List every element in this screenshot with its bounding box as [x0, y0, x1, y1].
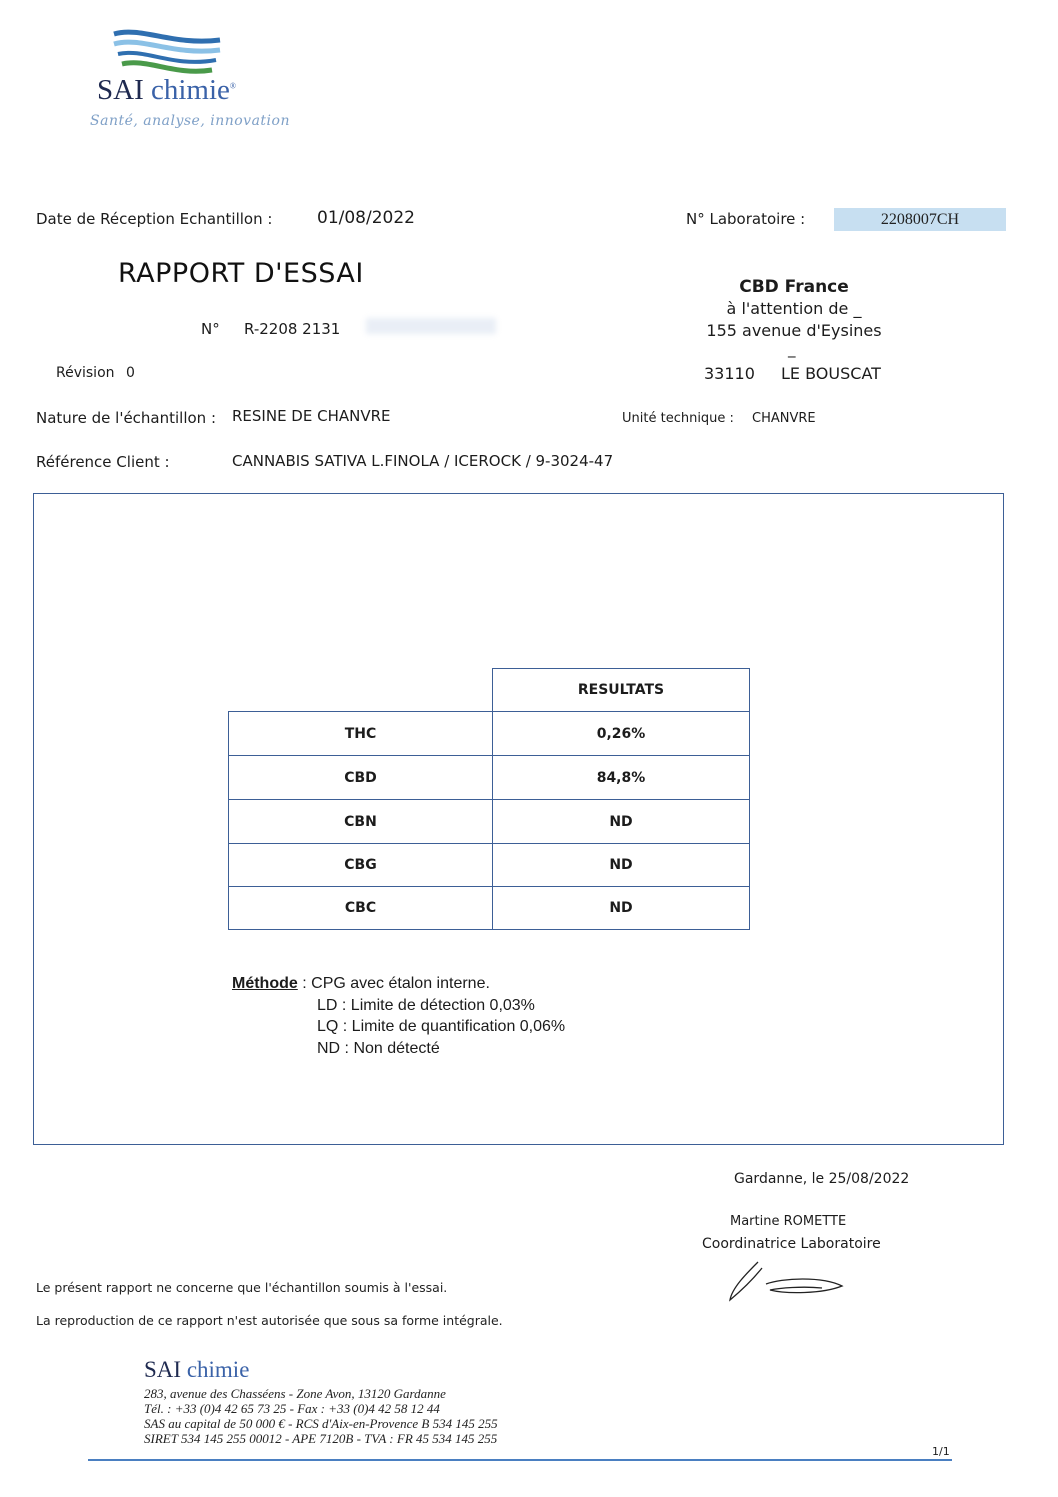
- empty-header-cell: [229, 669, 493, 712]
- report-number: R-2208 2131: [244, 320, 341, 338]
- sample-nature: RESINE DE CHANVRE: [232, 407, 391, 425]
- technical-unit: CHANVRE: [752, 411, 816, 426]
- registered-mark: ®: [229, 81, 236, 91]
- page-number: 1/1: [932, 1445, 950, 1458]
- compound-value: 0,26%: [493, 712, 750, 756]
- redacted-area: [366, 318, 496, 334]
- signer-role: Coordinatrice Laboratoire: [702, 1236, 881, 1252]
- client-address-block: [660, 276, 928, 342]
- revision-label: Révision: [56, 365, 115, 381]
- table-row: [229, 756, 750, 800]
- logo-brand-part1: SAI: [97, 74, 144, 106]
- table-row: [229, 800, 750, 844]
- compound-value: ND: [493, 844, 750, 887]
- method-line-lq: LQ : Limite de quantification 0,06%: [317, 1018, 566, 1035]
- client-attention: à l'attention de _: [726, 299, 862, 318]
- method-separator: :: [302, 975, 307, 992]
- client-reference: CANNABIS SATIVA L.FINOLA / ICEROCK / 9-3024-47: [232, 452, 614, 470]
- client-postcode: 33110: [704, 364, 755, 383]
- method-block: [232, 973, 565, 1059]
- compound-value: ND: [493, 887, 750, 930]
- table-row: [229, 712, 750, 756]
- compound-value: 84,8%: [493, 756, 750, 800]
- compound-name: CBN: [229, 800, 493, 844]
- report-number-label: N°: [201, 320, 220, 338]
- footer-brand-part1: SAI: [144, 1357, 182, 1382]
- results-table: [228, 668, 750, 930]
- footer-address-line: 283, avenue des Chasséens - Zone Avon, 13120 Gardanne: [144, 1386, 446, 1401]
- logo-wordmark: [97, 74, 236, 107]
- footer-company-line: SAS au capital de 50 000 € - RCS d'Aix-en-Provence B 534 145 255: [144, 1416, 498, 1431]
- compound-name: CBG: [229, 844, 493, 887]
- results-header-row: [229, 669, 750, 712]
- client-street: 155 avenue d'Eysines: [706, 321, 882, 340]
- client-city: LE BOUSCAT: [781, 364, 881, 383]
- method-line-1: [232, 973, 565, 995]
- footer-address: [144, 1386, 498, 1446]
- revision-value: 0: [126, 365, 135, 381]
- reproduction-note: La reproduction de ce rapport n'est autorisée que sous sa forme intégrale.: [36, 1313, 503, 1328]
- compound-value: ND: [493, 800, 750, 844]
- reception-date-label: Date de Réception Echantillon :: [36, 210, 273, 228]
- method-line-nd: ND : Non détecté: [317, 1039, 440, 1057]
- signer-name: Martine ROMETTE: [730, 1214, 847, 1229]
- lab-number: 2208007CH: [834, 208, 1006, 231]
- footer-brand-part2: chimie: [186, 1357, 250, 1382]
- footer-siret-line: SIRET 534 145 255 00012 - APE 7120B - TVA : FR 45 534 145 255: [144, 1431, 498, 1446]
- sample-nature-label: Nature de l'échantillon :: [36, 409, 217, 427]
- place-and-date: Gardanne, le 25/08/2022: [734, 1171, 910, 1187]
- table-row: [229, 887, 750, 930]
- footer-phone-line: Tél. : +33 (0)4 42 65 73 25 - Fax : +33 (0)4 42 58 12 44: [144, 1401, 440, 1416]
- method-description: CPG avec étalon interne.: [311, 975, 490, 992]
- method-label: Méthode: [232, 975, 298, 992]
- table-row: [229, 844, 750, 887]
- lab-number-label: N° Laboratoire :: [686, 210, 806, 228]
- footer-wordmark: [144, 1357, 249, 1383]
- compound-name: THC: [229, 712, 493, 756]
- footer-rule: [88, 1459, 952, 1461]
- method-line-ld: LD : Limite de détection 0,03%: [317, 996, 535, 1014]
- signature-icon: [722, 1248, 852, 1308]
- client-dash: _: [788, 340, 796, 358]
- scope-note: Le présent rapport ne concerne que l'échantillon soumis à l'essai.: [36, 1280, 448, 1295]
- client-reference-label: Référence Client :: [36, 453, 170, 471]
- results-column-header: RESULTATS: [493, 669, 750, 712]
- logo-brand-part2: chimie: [150, 74, 230, 106]
- compound-name: CBD: [229, 756, 493, 800]
- technical-unit-label: Unité technique :: [622, 411, 734, 426]
- report-title: RAPPORT D'ESSAI: [118, 258, 364, 289]
- client-name: CBD France: [739, 277, 849, 297]
- reception-date: 01/08/2022: [317, 208, 415, 228]
- compound-name: CBC: [229, 887, 493, 930]
- logo-tagline: Santé, analyse, innovation: [90, 113, 290, 129]
